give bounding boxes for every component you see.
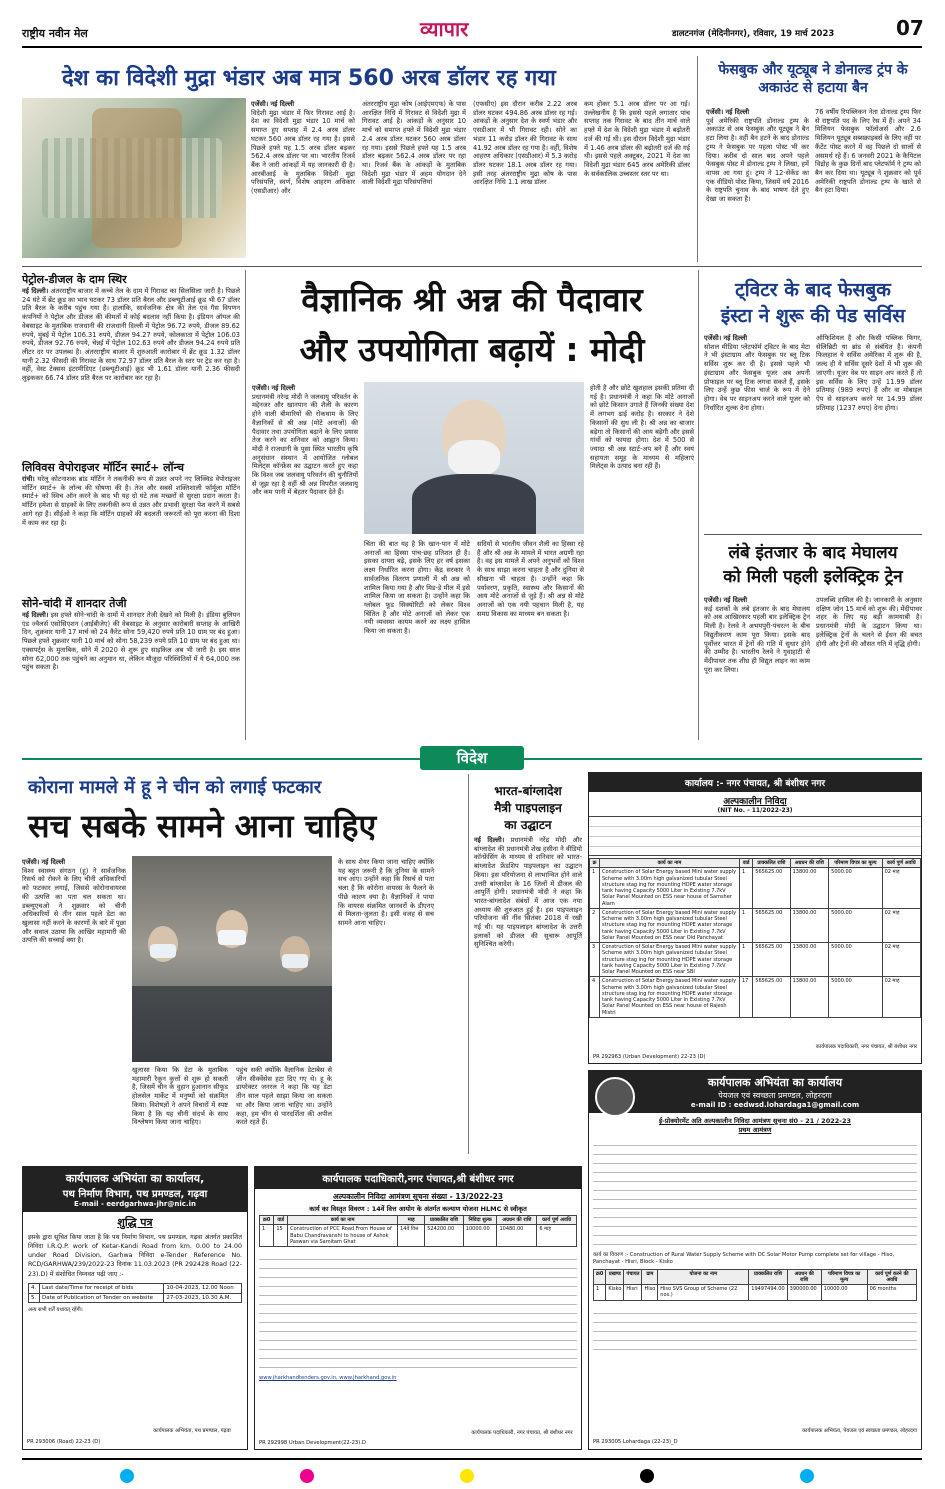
divider: [704, 534, 922, 535]
table-cell: 3: [590, 943, 600, 977]
meghalaya-text-2: उपलब्धि हासिल की है। जानकारी के अनुसार दक्षिण जोन 15 मार्च को शुरू की। मेंदीपाथर शहर के लिए यह बड़ी कामयाबी है। प्रधानमंत्री मोदी के उद्घाटन किया था। इलेक्ट्रिक ट्रेनों के चलने से ईंधन की बचत होगी और ट्रेनों की औसत गति में वृद्धि होगी।: [816, 596, 922, 648]
corona-col-3: [236, 1066, 332, 1148]
ee-col-1: प्रखण्ड: [606, 1269, 624, 1285]
table-cell: 565625.00: [753, 908, 790, 942]
modi-col-4: [590, 384, 694, 736]
modi-headline-2: और उपयोगिता बढ़ायें : मोदी: [299, 330, 645, 369]
pipeline-body: [474, 836, 582, 1154]
table-cell: 10000.00: [463, 1225, 497, 1247]
ee-col-7: परिमाण विपत्र का मूल्य: [821, 1269, 867, 1285]
table-cell: 13800.00: [790, 908, 829, 942]
table-row: [590, 908, 921, 942]
notice-np-table: [589, 858, 921, 1018]
table-cell: 02 माह: [882, 943, 920, 977]
table-cell: Kisko: [606, 1285, 624, 1301]
meghalaya-dateline: एजेंसी। नई दिल्ली: [704, 596, 748, 604]
notice-garhwa-header-2: पथ निर्माण विभाग, पथ प्रमण्डल, गढ़वा: [62, 1189, 208, 1200]
notice-nagar-panchayat: [588, 772, 922, 1064]
notice-np-title: अल्पकालीन निविदा: [723, 797, 787, 807]
notice-np-nit: (NIT No. - 11/2022-23): [717, 807, 793, 814]
page-number: 07: [896, 16, 924, 40]
notice-bottom-web: www.jharkhandtenders.gov.in, www.jharkhand.gov.in: [259, 1375, 397, 1381]
ee-col-3: ग्राम: [642, 1269, 658, 1285]
nb-col-5: निविदा शुल्क: [463, 1216, 497, 1225]
table-cell: Construction of PCC Road From House of Babu Chandravanshi to house of Ashok Paswan via Samitam Ghat: [288, 1225, 398, 1247]
notice-bottom-table: [259, 1215, 577, 1247]
notice-ee-head: [589, 1071, 921, 1113]
nb-col-1: वार्ड: [274, 1216, 288, 1225]
table-cell: 13800.00: [790, 943, 829, 977]
modi-text-2: चिंता की बात यह है कि खान-पान में मोटे अनाजों का हिस्सा पांच-छह प्रतिशत ही है। इसका दायरा बढ़े, इसके लिए हर वर्ष इसका लक्ष्य निर्धारित करना होगा। केंद्र सरकार ने सार्वजनिक वितरण प्रणाली में श्री अन्न को शामिल किया गया है और मिड-डे मील में इसे शामिल किया जा सकता है। उन्होंने कहा कि ग्लोबल फूड सिक्योरिटी को लेकर विश्व चिंतित है और मोटे अनाजों को लेकर एक नयी व्यवस्था कायम करने का लक्ष्य हासिल किया जा सकता है।: [364, 540, 470, 636]
trump-text-1: पूर्व अमेरिकी राष्ट्रपति डोनाल्ड ट्रम्प के अकाउंट से अब फेसबुक और यूट्यूब ने बैन हटा लिया है। वहीं बैन हटने के बाद डोनाल्ड ट्रम्प ने फेसबुक पर पहला पोस्ट भी कर दिया। करीब दो साल बाद अपने पहले फेसबुक पोस्ट में डोनाल्ड ट्रम्प ने लिखा, हमें वापस आ गया हूं। ट्रम्प ने 12-सेकेंड का एक वीडियो पोस्ट किया, जिसमें वर्ष 2016 के राष्ट्रपति चुनाव के बाद भाषण देते हुए देखा जा सकता है।: [706, 116, 809, 204]
meghalaya-headline-1: लंबे इंतजार के बाद मेघालय: [728, 543, 898, 563]
table-cell: Construction of Solar Energy based Mini water supply Scheme with 3.00m high galvanized tubular Steel structure stag ing for mounting HDPE water storage tank having Capacity 5000 Liter in Existing 7.7kV Solar Panel Mounted on ESS near SBI: [599, 943, 739, 977]
nb-col-2: कार्य का नाम: [288, 1216, 398, 1225]
corona-col-1: [22, 858, 126, 1148]
table-cell: 15: [274, 1225, 288, 1247]
forex-text-3: (एफसीए) इस दौरान करीब 2.22 अरब डॉलर घटकर 494.86 अरब डॉलर रह गई। आंकड़ों के अनुसार देश के स्वर्ण भंडार और एसडीआर में भी गिरावट रही। सोने का भंडार 11 करोड़ डॉलर की गिरावट के साथ 41.92 अरब डॉलर रह गया है। वहीं, विशेष आहरण अधिकार (एसडीआर) में 5.3 करोड़ डॉलर घटकर 18.1 अरब डॉलर रह गया। इसी तरह अंतरराष्ट्रीय मुद्रा कोष के पास आरक्षित निधि 1.1 लाख डॉलर: [473, 100, 577, 187]
notice-lohardaga: [588, 1070, 922, 1450]
registration-mark: [300, 1469, 314, 1483]
notice-bottom-lines: [259, 1251, 577, 1371]
table-cell: 10-04-2023, 12.00 Noon: [164, 1283, 242, 1293]
notice-garhwa-note: अन्य सभी शर्तें यथावत् रहेंगी।: [28, 1307, 83, 1314]
corona-text-2: खुलासा किया कि डेटा के मुताबिक महामारी रैकून कुत्तों से शुरू हो सकती है, जिसमें चीन के वुहान हुआनान सीफूड होलसेल मार्केट में मनुष्यों को संक्रमित किया। विशेषज्ञों ने अपने विचारों में स्पष्ट किया है कि यह चीनी संदर्भ के साथ विश्लेषण किया जाना चाहिए।: [132, 1066, 228, 1127]
gold-body: [22, 611, 240, 739]
notice-ee-table: [593, 1269, 917, 1301]
table-row: [260, 1225, 577, 1247]
table-cell: 1: [590, 868, 600, 909]
table-cell: 27-03-2023, 10.30 A.M.: [164, 1293, 242, 1303]
np-col-2: वार्ड: [739, 859, 752, 868]
notice-bottom-sign: कार्यपालक पदाधिकारी, नगर पंचायत, श्री बंशीधर नगर: [471, 1430, 573, 1437]
twitter-text-2: ऑफिशियल है और किसी पब्लिक फिगर, सेलिब्रिटी या ब्रांड से संबंधित है। कंपनी फिलहाल ये सर्विस अमेरिका में शुरू की है, जल्द ही ये सर्विस दूसरे देशों में भी शुरू की जाएगी। यूजर वेब पर साइन अप करते हैं तो इस सर्विस के लिए उन्हें 11.99 डॉलर प्रतिमाह (989 रुपए) हैं और वा मोबाइल ऐप से साइनअप करने पर 14.99 डॉलर प्रतिमाह (1237 रुपए) देना होगा।: [816, 334, 922, 412]
forex-col-2: [362, 100, 466, 260]
twitter-headline-2: इंस्टा ने शुरू की पेड सर्विस: [720, 305, 906, 327]
notice-ee-emblem: [595, 1077, 635, 1117]
table-cell: 19497494.00: [749, 1285, 787, 1301]
modi-photo: [364, 382, 584, 534]
table-cell: 02 माह: [882, 908, 920, 942]
gold-text: इस हफ्ते सोने-चांदी के दामों में शानदार तेजी देखने को मिली है। इंडिया बुलियन एंड ज्वैलर्स एसोसिएशन (आईबीजेए) की वेबसाइट के अनुसार कारोबारी सप्ताह के आखिरी दिन, शुक्रवार यानी 17 मार्च को 24 कैरेट सोना 59,420 रुपये प्रति 10 ग्राम पर बंद हुआ। पिछले हफ्ते शुक्रवार यानी 10 मार्च को सोना 58,239 रुपये प्रति 10 ग्राम पर बंद हुआ था। एक्सपर्ट्स के मुताबिक, सोने में 2020 से शुरू हुए साइकिल अब भी जारी है। इस साल सोना 62,000 तक पहुंचने का अनुमान था, लेकिन मौजूदा परिस्थितियों में ये 64,000 तक पहुंच सकता है।: [22, 611, 240, 672]
table-cell: 1: [739, 908, 752, 942]
notice-garhwa-footer: PR 293006 (Road) 22-23 (D): [27, 1439, 101, 1446]
modi-col-3: [477, 540, 584, 736]
notice-bottom-footer: PR 292998 Urban Development(22-23).D: [259, 1440, 366, 1447]
petrol-headline: पेट्रोल-डीजल के दाम स्थिर: [22, 273, 127, 286]
forex-dateline: एजेंसी। नई दिल्ली: [251, 100, 295, 108]
notice-garhwa-table: [28, 1283, 242, 1304]
petrol-body: [22, 287, 240, 457]
notice-bottom-header: कार्यपालक पदाधिकारी,नगर पंचायत,श्री बंशीधर नगर: [255, 1167, 581, 1189]
notice-ee-sign: कार्यपालक अभियंता, पेयजल एवं स्वच्छता प्रमण्डल, लोहरदगा: [802, 1428, 917, 1435]
table-row: [590, 868, 921, 909]
pipeline-dateline: नई दिल्ली।: [474, 836, 505, 844]
table-cell: Hiso SVS Group of Scheme (22 nos.): [658, 1285, 749, 1301]
lifewise-body: [22, 475, 240, 591]
notice-ee-subtitle2: प्रथम आमंत्रण: [738, 1126, 772, 1134]
modi-text-1: प्रधानमंत्री नरेन्द्र मोदी ने जलवायु परिवर्तन के मद्देनजर और खानपान की शैली के कारण होने वाली बीमारियों की रोकथाम के लिए वैज्ञानिकों से श्री अन्न (मोटे अनाजों) की पैदावार तथा उपयोगिता बढ़ाने के लिए प्रयास तेज करने का शनिवार को आह्वान किया। मोदी ने राजधानी के पूसा स्थित भारतीय कृषि अनुसंधान संस्थान में आयोजित ग्लोबल मिलेट्स कॉन्फ्रेंस का उद्घाटन करते हुए कहा कि विश्व जब जलवायु परिवर्तन की चुनौतियों से जूझ रहा है वहीं श्री अन्न विपरीत जलवायु और कम पानी में बेहतर पैदावार देते हैं।: [252, 392, 358, 497]
table-cell: Construction of Solar Energy based Mini water supply Scheme with 3.00m high galvanized tubular Steel structure stag ing for mounting HDPE water storage tank having Capacity 5000 Liter in Existing 7.7kV Solar Panel Mounted on ESS near house of Samsher Alam: [599, 868, 739, 909]
gold-dateline: नई दिल्ली।: [22, 611, 49, 619]
pipeline-headline-1: भारत-बांग्लादेश: [494, 784, 562, 798]
notice-bottom: [254, 1166, 582, 1450]
notice-ee-header-2: पेयजल एवं स्वच्छता प्रमण्डल, लोहरदगा: [718, 1091, 832, 1100]
meghalaya-headline-2: को मिली पहली इलेक्ट्रिक ट्रेन: [723, 567, 903, 587]
dateline: डालटनगंज (मेदिनीनगर), रविवार, 19 मार्च 2023: [672, 29, 835, 39]
np-col-0: क्र: [590, 859, 600, 868]
modi-dateline: एजेंसी। नई दिल्ली: [252, 384, 296, 392]
divider: [245, 270, 246, 740]
table-cell: 10480.00: [497, 1225, 537, 1247]
corona-col-4: [338, 858, 434, 1148]
table-cell: 1: [260, 1225, 274, 1247]
table-cell: 1: [739, 868, 752, 909]
meghalaya-col-2: [816, 596, 922, 736]
np-col-4: अग्रधन की राशि: [790, 859, 829, 868]
lifewise-text: घरेलू कोटनाशक ब्रांड मॉर्टिन ने तकनीकी रूप से उन्नत अपने नए लिक्विड वेपोराइजर मॉर्टिन स्मार्ट+ के लॉन्च की घोषणा की है। तेज और सबसे शक्तिशाली फॉर्मूला मॉर्टिन स्मार्ट+ को स्विच ऑन करने के बाद भी यह दो घंटे तक मच्छरों से सुरक्षा प्रदान करता है। मॉर्टिन हमेशा से ग्राहकों के लिए तकनीकी रूप से उन्नत और प्रभावी सुरक्षा पेश करने में सबसे आगे रहा है। सीईओ ने कहा कि मॉर्टिन ग्राहकों की बदलती जरूरतों को पूरा करना की दिशा में काम कर रहा है।: [22, 475, 240, 527]
modi-headline-1: वैज्ञानिक श्री अन्न की पैदावार: [301, 280, 643, 319]
registration-mark: [800, 1469, 814, 1483]
modi-text-3: सदियों से भारतीय जीवन शैली का हिस्सा रहे हैं और श्री अन्न के मामले में भारत अग्रणी रहा है। वह इस मामले में अपने अनुभवों को विश्व के साथ साझा करना चाहता है और दुनिया से सीखना भी चाहता है। उन्होंने कहा कि पर्यावरण, प्रकृति, स्वास्थ्य और किसानों की आय मोटे अनाजों से जुड़े हैं। श्री अन्न से मोटे अनाजों को एक नयी पहचान मिली है, यह समग्र विकास का माध्यम बन सकता है।: [477, 540, 584, 618]
np-col-6: कार्य पूर्ण अवधि: [882, 859, 920, 868]
table-cell: 1: [739, 943, 752, 977]
notice-ee-lines: [593, 1137, 917, 1249]
table-cell: 5000.00: [829, 977, 882, 1018]
notice-garhwa-header-1: कार्यपालक अभियंता का कार्यालय,: [65, 1172, 205, 1185]
table-cell: 5000.00: [829, 868, 882, 909]
table-cell: 13800.00: [790, 868, 829, 909]
forex-text-1: विदेशी मुद्रा भंडार में फिर गिरावट आई है। देश का विदेशी मुद्रा भंडार 10 मार्च को समाप्त हुए सप्ताह में 2.4 अरब डॉलर घटकर 560 अरब डॉलर रह गया है। इससे पिछले हफ्ते यह 1.5 अरब डॉलर बढ़कर 562.4 अरब डॉलर पर था। भारतीय रिजर्व बैंक ने जारी आंकड़ों में यह जानकारी दी है। आरबीआई के मुताबिक विदेशी मुद्रा परिसंपत्ति, स्वर्ण, विशेष आहरण अधिकार (एसडीआर) और: [251, 108, 355, 196]
corona-col-2: [132, 1066, 228, 1148]
notice-bottom-subtitle2: कार्य का विस्तृत विवरण : 14वें वित्त आयोग के अंतर्गत कल्याण योजना HLMC से स्वीकृत: [309, 1205, 527, 1213]
table-cell: Construction of Solar Energy based Mini water supply Scheme with 3.00m high galvanized tubular Steel structure stag ing for mounting HDPE water storage tank having Capacity 5000 Liter in Existing 7.7kV Solar Panel Mounted on ESS near house of Rajesh Mistri: [599, 977, 739, 1018]
notice-np-header: कार्यालय :- नगर पंचायत, श्री बंशीधर नगर: [589, 773, 921, 792]
corona-kicker: कोराना मामले में हू ने चीन को लगाई फटकार: [28, 777, 322, 798]
corona-text-3: पहुंच सकी क्योंकि वैज्ञानिक डेटाबेस से जीन सीक्वेंसेस हटा दिए गए थे। हू के डायरेक्टर जनरल ने कहा कि यह डेटा तीन साल पहले साझा किया जा सकता था और किया जाना चाहिए था। उन्होंने कहा, हम चीन से पारदर्शिता की अपील करते रहते हैं।: [236, 1066, 332, 1127]
trump-text-2: 76 वर्षीय रिपब्लिकन नेता डोनाल्ड ट्रम्प फिर से राष्ट्रपति पद के लिए रेस में हैं। अपने 34 मिलियन फेसबुक फॉलोअर्स और 2.6 मिलियन यूट्यूब सब्सक्राइबर्स के लिए वहीं पर कैंटेंट पोस्ट करने में वह पिछले दो सालों से असमर्थ रहे हैं। 6 जनवरी 2021 के कैपिटल विद्रोह के कुछ दिनों बाद प्लेटफॉर्म ने ट्रम्प को बैन कर दिया था। यूट्यूब ने शुक्रवार को पूर्व अमेरिकी राष्ट्रपति डोनाल्ड ट्रम्प के खाते से बैन हटा दिया।: [815, 108, 921, 195]
meghalaya-text-1: कई दशकों के लंबे इंतजार के बाद मेघालय को अब आखिरकार पहली बार इलेक्ट्रिक ट्रेन मिली है। रेलवे ने अभयपुरी-पंचरत्न के बीच विद्युतीकरण काम पूरा किया। इसके बाद पूर्वोत्तर भारत में ट्रेनों की गति में सुधार होने की उम्मीद है। भारतीय रेलवे ने गुवाहाटी से मेंदीपाथर तक शीघ्र ही विद्युत लाइन का काम पूरा कर लिया।: [704, 604, 810, 674]
ee-col-4: योजना का नाम: [658, 1269, 749, 1285]
table-cell: Hiso: [642, 1285, 658, 1301]
np-col-1: कार्य का नाम: [599, 859, 739, 868]
table-row: [29, 1283, 242, 1293]
table-cell: 4.: [29, 1283, 40, 1293]
registration-mark: [640, 1469, 654, 1483]
trump-dateline: एजेंसी। नई दिल्ली: [706, 108, 750, 116]
corona-headline: सच सबके सामने आना चाहिए: [28, 807, 377, 845]
currency-photo: [22, 98, 246, 258]
forex-text-4: कम होकर 5.1 अरब डॉलर पर आ गई। उल्लेखनीय है कि इससे पहले लगातार पांच सप्ताह तक गिरावट के बाद तीन मार्च वाले हफ्ते में देश के विदेशी मुद्रा भंडार में बढ़ोतरी दर्ज की गई थी। इस दौरान विदेशी मुद्रा भंडार में 1.46 अरब डॉलर की बढ़ोतरी दर्ज की गई थी। इससे पहले अक्टूबर, 2021 में देश का विदेशी मुद्रा भंडार 645 अरब अमेरिकी डॉलर के सर्वकालिक उच्चस्तर स्तर पर था।: [584, 100, 690, 178]
notice-ee-work: कार्य का विवरण :- Construction of Rural Water Supply Scheme with DC Solar Motor Pump complete set for village - Hiso, Panchayat - Hisri, Block - Kisko: [593, 1252, 895, 1265]
notice-ee-header-1: कार्यपालक अभियंता का कार्यालय: [707, 1076, 843, 1089]
ee-col-0: क्र0: [594, 1269, 606, 1285]
section-title: व्यापार: [420, 17, 469, 41]
petrol-text: अंतरराष्ट्रीय बाजार में कच्चे तेल के दाम में गिरावट का सिलसिला जारी है। पिछले 24 घंटे में ब्रेंट क्रूड का भाव घटकर 73 डॉलर प्रति बैरल और डब्ल्यूटीआई क्रूड भी 67 डॉलर प्रति बैरल के करीब पहुंच गया है। हालांकि, सार्वजनिक क्षेत्र की तेल एवं गैस विपणन कंपनियों ने पेट्रोल और डीजल की कीमतों में कोई बदलाव नहीं किया है। इंडियन ऑयल की वेबसाइट के मुताबिक राजधानी की राजधानी दिल्ली में पेट्रोल 96.72 रुपये, डीजल 89.62 रुपये, मुंबई में पेट्रोल 106.31 रुपये, डीजल 94.27 रुपये, कोलकाता में पेट्रोल 106.03 रुपये, डीजल 92.76 रुपये, चेन्नई में पेट्रोल 102.63 रुपये और डीजल 94.24 रुपये प्रति लीटर दर पर उपलब्ध है। अंतरराष्ट्रीय बाजार में शुरुआती कारोबार में ब्रेंट क्रूड 1.32 डॉलर यानी 2.32 फीसदी की गिरावट के साथ 72.97 डॉलर प्रति बैरल के स्तर पर ट्रेड कर रहा है। वहीं, वेस्ट टेक्सस इंटरमीडिएट (डब्ल्यूटीआई) क्रूड भी 1.61 डॉलर यानी 2.36 फीसदी लुढ़ककर 66.74 डॉलर प्रति बैरल पर कारोबार कर रहा है।: [22, 287, 240, 383]
corona-dateline: एजेंसी। नई दिल्ली: [22, 858, 66, 866]
notice-garhwa-sign: कार्यपालक अभियंता, पथ प्रमण्डल, गढ़वा: [153, 1428, 231, 1435]
nb-col-0: क्र0: [260, 1216, 274, 1225]
modi-text-4: होती है और छोटे खुशहाल इसकी प्रतिमा दी गई है। प्रधानमंत्री ने कहा कि मोटे अनाजों को छोटे किसान उगाते हैं जिनकी संख्या देश में लगभग ढाई करोड़ है। सरकार ने देशे किसानों की सुध ली है। श्री अन्न का बाजार बढ़ेगा तो किसानों की आय बढ़ेगी और इससे गांवों को फायदा होगा। देश में 500 से ज्यादा श्री अन्न स्टार्ट-अप बने हैं और स्वयं सहायता समूह के माध्यम से महिलाएं मिलेट्स के उत्पाद बना रही हैं।: [590, 384, 694, 471]
np-col-3: प्राक्कलित राशि: [753, 859, 790, 868]
notice-ee-email: e-mail ID : eedwsd.lohardaga1@gmail.com: [690, 1101, 860, 1109]
nb-col-4: प्राक्कलित राशि: [425, 1216, 464, 1225]
nb-col-7: कार्य पूर्ण अवधि: [537, 1216, 577, 1225]
table-cell: Construction of Solar Energy based Mini water supply Scheme with 3.00m high galvanized tubular Steel structure stag ing for mounting HDPE water storage tank having Capacity 5000 Liter in Existing 7.7kV Solar Panel Mounted on ESS near Old Panchayat: [599, 908, 739, 942]
meghalaya-col-1: [704, 596, 810, 736]
table-cell: Hisri: [624, 1285, 642, 1301]
ee-col-8: कार्य पूर्ण करने की अवधि: [867, 1269, 916, 1285]
table-cell: 06 months: [867, 1285, 916, 1301]
pipeline-text: प्रधानमंत्री नरेंद्र मोदी और बांग्लादेश की प्रधानमंत्री शेख हसीना ने वीडियो कॉन्फ्रेंसिंग के माध्यम से शनिवार को भारत-बांग्लादेश फ्रेंडशिप पाइपलाइन का उद्घाटन किया। इस परियोजना से लाभान्वित होने वाले उत्तरी बांग्लादेश के 16 जिलों में डीजल की आपूर्ति होगी। प्रधानमंत्री मोदी ने कहा कि भारत-बांग्लादेश संबंधों में आज एक नया अध्याय की शुरुआत हुई है। इस पाइपलाइन परियोजना की नींव सितंबर 2018 में रखी गई थी। यह पाइपलाइन बांग्लादेश के उत्तरी इलाकों को डीजल की सुचारू आपूर्ति सुनिश्चित करेगी।: [474, 836, 582, 949]
ee-col-6: अग्रधन की राशि: [787, 1269, 821, 1285]
table-cell: 5000.00: [829, 908, 882, 942]
table-row: [594, 1285, 917, 1301]
table-cell: 5000.00: [829, 943, 882, 977]
twitter-text-1: सोशल मीडिया प्लेटफॉर्म ट्विटर के बाद मेटा ने भी इंस्टाग्राम और फेसबुक पर ब्लू टिक सर्विस शुरू कर दी है। इससे पहले भी इंस्टाग्राम और फेसबुक यूजर अब अपनी प्रोफाइल पर ब्लू टिक लगवा सकते हैं, इसके लिए उन्हें कुछ फीस चार्ज के रूप में देने होगा। वेब पर साइनअप करने वाले यूजर को निर्धारित शुल्क देना होगा।: [704, 342, 810, 412]
table-cell: Last date/Time for receipt of bids: [39, 1283, 163, 1293]
forex-col-1: [251, 100, 355, 260]
forex-col-3: [473, 100, 577, 260]
table-cell: 17: [739, 977, 752, 1018]
divider: [468, 774, 469, 1154]
table-row: [29, 1293, 242, 1303]
divider: [697, 56, 698, 262]
petrol-dateline: नई दिल्ली।: [22, 287, 49, 295]
table-cell: 02 माह: [882, 868, 920, 909]
forex-text-2: अंतरराष्ट्रीय मुद्रा कोष (आईएमएफ) के पास आरक्षित निधि में गिरावट से विदेशी मुद्रा में गिरावट आई है। आंकड़ों के अनुसार 10 मार्च को समाप्त हफ्ते में विदेशी मुद्रा भंडार 2.4 अरब डॉलर घटकर 560 अरब डॉलर रह गया। इससे पिछले हफ्ते यह 1.5 अरब डॉलर बढ़कर 562.4 अरब डॉलर पर रहा था। रिजर्व बैंक के आंकड़ों के मुताबिक विदेशी मुद्रा भंडार में अहम योगदान देने वाली विदेशी मुद्रा परिसंपत्तियां: [362, 100, 466, 187]
notice-garhwa-email: E-mail - eerdgarhwa-jhr@nic.in: [74, 1200, 196, 1208]
pipeline-headline-2: मैत्री पाइपलाइन: [494, 801, 562, 815]
masthead: राष्ट्रीय नवीन मेल: [22, 27, 88, 40]
table-cell: 02 माह: [882, 977, 920, 1018]
notice-np-info: [589, 816, 921, 856]
videsh-label: विदेश: [420, 746, 524, 770]
notice-garhwa-body: इसके द्वारा सूचित किया जाता है कि पथ निर्माण विभाग, पथ प्रमण्डल, गढ़वा अंतर्गत प्रकाशित निविदा I.R.Q.P. work of Ketar-Kandi Road from km. 0.00 to 24.00 under Road Division, Garhwa निविदा e-Tender Reference No. RCD/GARHWA/239/2022-23 दिनांक 11.03.2023 (PR 292428 Road (22-23).D) में संशोधित निम्नवत पढ़ी जाए :-: [28, 1234, 242, 1278]
corona-text-4: के साथ शेयर किया जाना चाहिए क्योंकि यह बहुत जरूरी है कि दुनिया के सामने सच आए। उन्होंने कहा कि रिसर्च से पता चला है कि कोरोना वायरस के फैलने के पीछे कारण क्या है। वैज्ञानिकों ने पाया कि वायरस संक्रमित जानवरों के डीएनए से मिलता-जुलता है। इसी वजह से सच सामने आना चाहिए।: [338, 858, 434, 927]
twitter-dateline: एजेंसी। नई दिल्ली: [704, 334, 748, 342]
twitter-col-1: [704, 334, 810, 530]
modi-col-1: [252, 384, 358, 736]
notice-ee-lines-2: [593, 1305, 917, 1357]
trump-col-2: [815, 108, 921, 260]
table-row: [590, 943, 921, 977]
notice-np-sign: कार्यपालक पदाधिकारी, नगर पंचायत, श्री बंशीधर नगर: [815, 1044, 917, 1051]
table-row: [590, 977, 921, 1018]
table-cell: 565625.00: [753, 943, 790, 977]
pipeline-headline-3: का उद्घाटन: [504, 818, 552, 832]
divider: [698, 270, 699, 740]
notice-bottom-subtitle: अल्पकालीन निविदा आमंत्रण सूचना संख्या - 13/2022-23: [332, 1192, 504, 1201]
table-cell: 1: [594, 1285, 606, 1301]
registration-mark: [460, 1469, 474, 1483]
table-cell: 390000.00: [787, 1285, 821, 1301]
nb-col-6: अग्रधन की राशि: [497, 1216, 537, 1225]
footer-rule: [22, 1458, 922, 1460]
twitter-headline-1: ट्विटर के बाद फेसबुक: [735, 279, 891, 301]
notice-np-footer: PR 292963 (Urban Development) 22-23 (D): [593, 1054, 706, 1061]
table-cell: 13800.00: [790, 977, 829, 1018]
crowd-photo: [132, 856, 332, 1062]
lifewise-dateline: रांची।: [22, 475, 35, 483]
table-cell: 6 माह: [537, 1225, 577, 1247]
np-col-5: परिमाण विपत्र का मूल्य: [829, 859, 882, 868]
ee-col-5: प्राक्कलित राशि: [749, 1269, 787, 1285]
table-cell: 5.: [29, 1293, 40, 1303]
table-cell: 10000.00: [821, 1285, 867, 1301]
notice-garhwa-title: शुद्धि पत्र: [117, 1216, 153, 1229]
divider: [22, 266, 922, 267]
forex-col-4: [584, 100, 690, 260]
trump-col-1: [706, 108, 809, 260]
notice-ee-subtitle: ई-प्रोक्योरमेंट अति अल्पकालीन निविदा आमंत्रण सूचना सं0 - 21 / 2022-23: [658, 1117, 852, 1125]
forex-headline: देश का विदेशी मुद्रा भंडार अब मात्र 560 अरब डॉलर रह गया: [62, 66, 556, 91]
table-cell: 565625.00: [753, 868, 790, 909]
table-cell: 524200.00: [425, 1225, 464, 1247]
twitter-col-2: [816, 334, 922, 530]
trump-headline: फेसबुक और यूट्यूब ने डोनाल्ड ट्रंप के अकाउंट से हटाया बैन: [718, 62, 908, 96]
notice-garhwa-head: [23, 1167, 247, 1212]
table-cell: 2: [590, 908, 600, 942]
table-cell: 4: [590, 977, 600, 1018]
table-cell: 14वें वित्त: [398, 1225, 425, 1247]
ee-col-2: पंचायत: [624, 1269, 642, 1285]
table-cell: 565625.00: [753, 977, 790, 1018]
header-rule: [22, 46, 922, 48]
nb-col-3: माह: [398, 1216, 425, 1225]
corona-text-1: विश्व स्वास्थ्य संगठन (हू) ने सार्वजनिक रिसर्च को रोकने के लिए चीनी अधिकारियों को फटकार लगाई, जिससे कोरोनावायरस की उत्पत्ति का पता चल सकता था। डब्ल्यूएचओ ने शुक्रवार को चीनी अधिकारियों से तीन साल पहले डेटा का खुलासा नहीं करने के कारणों के बारे में पूछा और सवाल उठाया कि आखिर महामारी की उत्पत्ति की सच्चाई क्या है।: [22, 866, 126, 945]
gold-headline: सोने-चांदी में शानदार तेजी: [22, 597, 127, 610]
lifewise-headline: लिविवस वेपोराइजर मॉर्टिन स्मार्ट+ लॉन्च: [22, 461, 184, 474]
table-cell: Date of Publication of Tender on website: [39, 1293, 163, 1303]
modi-col-2: [364, 540, 470, 736]
notice-garhwa: [22, 1166, 248, 1450]
registration-mark: [120, 1469, 134, 1483]
notice-ee-footer: PR 293005 Lohardaga (22-23)_D: [593, 1439, 678, 1446]
